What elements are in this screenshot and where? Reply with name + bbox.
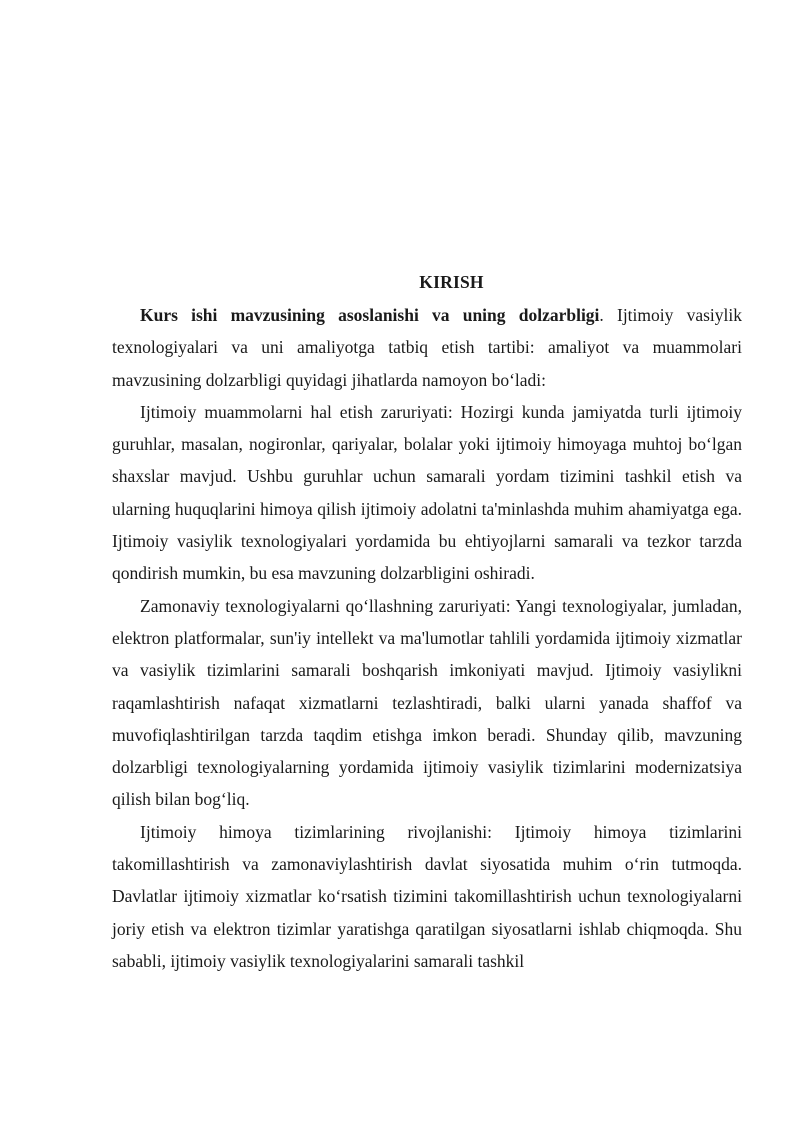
paragraph-text: . Ijtimoiy vasiylik texnologiyalari va uni amaliyotga tatbiq etish tartibi: amaliyot va muammolari mavzusining dolzarbligi quyidagi jihatlarda namoyon bo‘ladi: bbox=[112, 305, 742, 390]
paragraph-lead: Kurs ishi mavzusining asoslanishi va uning dolzarbligi bbox=[140, 305, 600, 325]
paragraph-intro bbox=[112, 299, 742, 396]
paragraph-modern-technologies: Zamonaviy texnologiyalarni qo‘llashning zaruriyati: Yangi texnologiyalar, jumladan, elektron platformalar, sun'iy intellekt va ma'lumotlar tahlili yordamida ijtimoiy xizmatlar va vasiylik tizimlarini samarali boshqarish imkoniyati mavjud. Ijtimoiy vasiylikni raqamlashtirish nafaqat xizmatlarni tezlashtiradi, balki ularni yanada shaffof va muvofiqlashtirilgan tarzda taqdim etishga imkon beradi. Shunday qilib, mavzuning dolzarbligi texnologiyalarning yordamida ijtimoiy vasiylik tizimlarini modernizatsiya qilish bilan bog‘liq. bbox=[112, 595, 742, 810]
paragraph-social-problems: Ijtimoiy muammolarni hal etish zaruriyati: Hozirgi kunda jamiyatda turli ijtimoiy guruhlar, masalan, nogironlar, qariyalar, bolalar yoki ijtimoiy himoyaga muhtoj bo‘lgan shaxslar mavjud. Ushbu guruhlar uchun samarali yordam tizimini tashkil etish va ularning huquqlarini himoya qilish ijtimoiy adolatni ta'minlashda muhim ahamiyatga ega. Ijtimoiy vasiylik texnologiyalari yordamida bu ehtiyojlarni samarali va tezkor tarzda qondirish mumkin, bu esa mavzuning dolzarbligini oshiradi. bbox=[112, 401, 742, 584]
body-text bbox=[112, 299, 742, 977]
paragraph-social-protection: Ijtimoiy himoya tizimlarining rivojlanishi: Ijtimoiy himoya tizimlarini takomillashtirish va zamonaviylashtirish davlat siyosatida muhim o‘rin tutmoqda. Davlatlar ijtimoiy xizmatlar ko‘rsatish tizimini takomillashtirish uchun texnologiyalarni joriy etish va elektron tizimlar yaratishga qaratilgan siyosatlarni ishlab chiqmoqda. Shu sababli, ijtimoiy vasiylik texnologiyalarini samarali tashkil bbox=[112, 821, 742, 971]
section-heading: KIRISH bbox=[419, 272, 484, 292]
